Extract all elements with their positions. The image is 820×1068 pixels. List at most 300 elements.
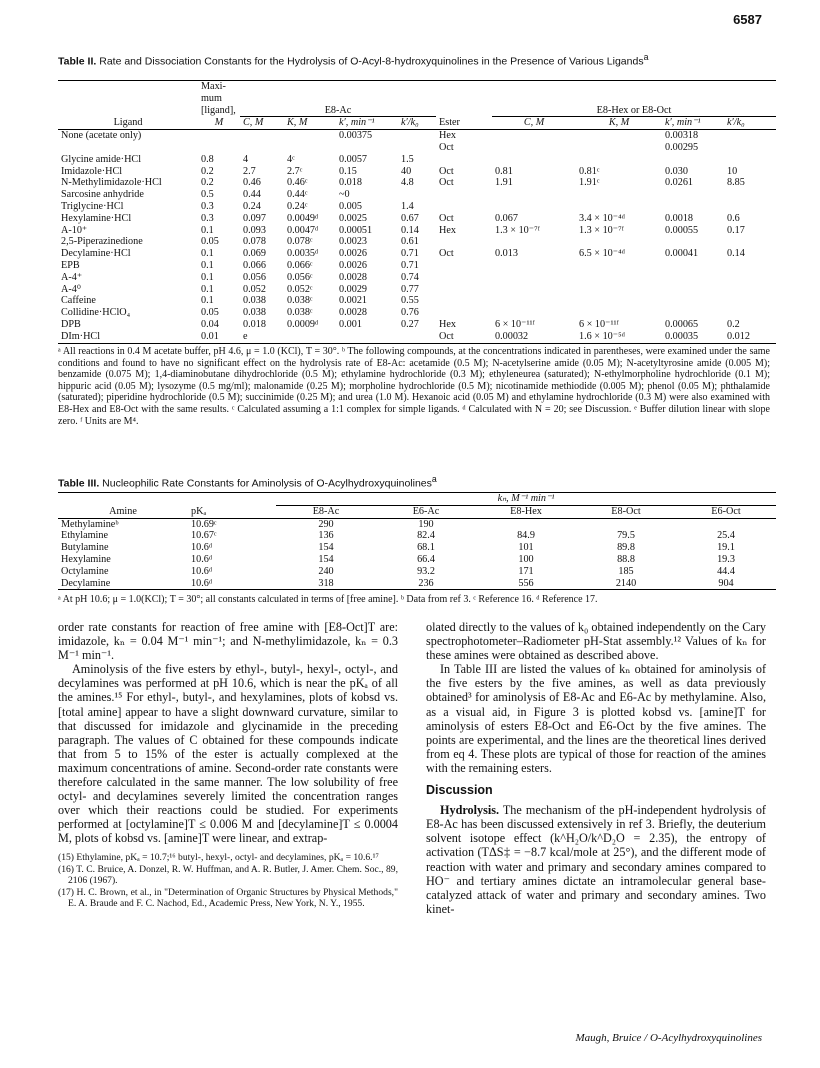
t3-head-col1: E6-Ac xyxy=(412,505,440,517)
table2-cell: 0.15 xyxy=(339,165,357,177)
page-number: 6587 xyxy=(733,12,762,27)
references xyxy=(58,852,398,909)
table2-cell xyxy=(662,236,724,248)
table2-cell: 0.00051 xyxy=(339,224,373,236)
table2-cell: 6.5 × 10⁻⁴ᵈ xyxy=(579,248,625,260)
table2-cell: 0.00065 xyxy=(665,318,699,330)
table2-cell: Oct xyxy=(439,177,454,189)
table2-cell: 0.00035 xyxy=(665,330,699,342)
table3-cell: 10.6ᵈ xyxy=(191,553,212,565)
table3-cell: 240 xyxy=(318,565,334,577)
table2-cell: 0.55 xyxy=(401,295,419,307)
t3-head-col0: E8-Ac xyxy=(312,505,340,517)
table2-cell xyxy=(436,295,492,307)
table2-cell: 0.038 xyxy=(243,307,266,319)
table3-cell: Decylamine xyxy=(61,577,111,589)
table2-cell: 0.3 xyxy=(201,200,214,212)
table2-cell xyxy=(492,236,576,248)
t3-head-pka: pKₐ xyxy=(191,505,207,517)
table3-cell: 79.5 xyxy=(617,530,635,542)
table2-cell: 0.0029 xyxy=(339,283,368,295)
table2-cell: 4ᶜ xyxy=(287,153,295,165)
t3-head-col3: E8-Oct xyxy=(611,505,641,517)
table2-cell: 2,5-Piperazinedione xyxy=(61,236,143,248)
table2-cell: 0.056 xyxy=(243,271,266,283)
table2-cell: 0.00041 xyxy=(665,248,699,260)
table3-cell: 10.67ᶜ xyxy=(191,530,217,542)
table2-cell: 0.038ᶜ xyxy=(287,295,313,307)
t2-head-k: K, M xyxy=(284,117,336,130)
table2-cell: 0.018 xyxy=(243,318,266,330)
table3-cell: 101 xyxy=(518,542,534,554)
table2 xyxy=(58,80,776,344)
table3-cell: Ethylamine xyxy=(61,530,108,542)
table2-cell xyxy=(576,189,662,201)
table2-row xyxy=(58,177,776,189)
ref-15: (15) Ethylamine, pKₐ = 10.7;¹⁶ butyl-, hexyl-, octyl- and decylamines, pKₐ = 10.6.¹⁷ xyxy=(58,851,379,863)
table2-cell: 0.0009ᵈ xyxy=(287,318,319,330)
table2-cell: None (acetate only) xyxy=(61,130,142,142)
table3-cell: 10.69ᶜ xyxy=(191,518,217,530)
table2-row xyxy=(58,166,776,178)
table3-cell: 904 xyxy=(718,577,734,589)
table3-cell: 10.6ᵈ xyxy=(191,577,212,589)
table2-cell xyxy=(240,130,284,142)
t3-head-col2: E8-Hex xyxy=(510,505,542,517)
table2-cell: 0.066 xyxy=(243,259,266,271)
table2-cell: 0.0018 xyxy=(665,212,694,224)
table2-row xyxy=(58,225,776,237)
table2-cell: Imidazole·HCl xyxy=(61,165,123,177)
table2-row xyxy=(58,331,776,343)
table2-cell xyxy=(576,260,662,272)
table2-row xyxy=(58,260,776,272)
table2-cell xyxy=(398,142,436,154)
table2-cell: 1.5 xyxy=(401,153,414,165)
table3-cell xyxy=(476,518,576,530)
table2-cell: 0.052ᶜ xyxy=(287,283,313,295)
table3-cell: 93.2 xyxy=(417,565,435,577)
table2-cell xyxy=(662,284,724,296)
table2-cell xyxy=(576,130,662,142)
table2-row xyxy=(58,307,776,319)
table2-cell: 0.8 xyxy=(201,153,214,165)
table2-cell: 0.097 xyxy=(243,212,266,224)
table2-cell: Decylamine·HCl xyxy=(61,248,131,260)
table2-cell: 0.74 xyxy=(401,271,419,283)
table3-cell: 25.4 xyxy=(717,530,735,542)
table2-cell xyxy=(240,142,284,154)
table2-row xyxy=(58,213,776,225)
table2-cell xyxy=(284,331,336,343)
table2-footnote: ᵃ All reactions in 0.4 M acetate buffer, pH 4.6, μ = 1.0 (KCl), T = 30°. ᵇ The following compounds, at the concentrations indicated in parentheses, were examined under the same conditions and found to have no significant effect on the hydrolysis rate of E8-Ac: acetamide (0.5 M); N-acetylserine amide (0.05 M); N-acetyltyrosine amide (0.005 M); benzamide (0.075 M); 1,4-diaminobutane dihydrochloride (0.5 M); ethylamine hydrochloride (0.3 M); ethyleneurea (saturated); N-ethylmorpholine hydrochloride (0.1 M); hippuric acid (0.05 M); lysozyme (0.5 mg/ml); malonamide (0.25 M); morpholine hydrochloride (0.5 M); nicotinamide methiodide (0.005 M); phenol (0.05 M); phthalamide (saturated); piperidine hydrochloride (0.5 M); succinimide (0.25 M); and urea (1.0 M). Hexanoic acid (0.05 M) and ethylamine hydrochloride (0.3 M) were also examined with E8-Hex and E8-Oct with the same results. ᶜ Calculated assuming a 1:1 complex for simple ligands. ᵈ Calculated with N = 20; see Discussion. ᵉ Buffer dilution linear with slope zero. ᶠ Units are M⁴. xyxy=(58,346,770,427)
table2-body xyxy=(58,130,776,343)
table2-cell xyxy=(284,142,336,154)
t2-head-kp2: k′, min⁻¹ xyxy=(662,117,724,130)
left-para-2: Aminolysis of the five esters by ethyl-, butyl-, hexyl-, octyl-, and decylamines was performed at pH 10.6, which is near the pKₐ of all the amines.¹⁵ For ethyl-, butyl-, and hexylamines, plots of kobsd vs. [total amine] appear to have a slight downward curvature, similar to that discussed for imidazole and glycinamide in the preceding paragraph. The values of C obtained for these compounds indicate that from 5 to 15% of the ester is actually complexed at the maximum concentrations of amine. Second-order rate constants were therefore calculated in the same manner. The low solubility of free octyl- and decylamines severely limited the concentration ranges over which their reactions could be studied. For experiments performed at [octylamine]T ≤ 0.006 M and [decylamine]T ≤ 0.0004 M, plots of kobsd vs. [amine]T were linear, and extrap- xyxy=(58,662,398,846)
t2-head-max2: mum xyxy=(201,92,222,104)
t2-head-ligand: Ligand xyxy=(58,117,198,130)
table2-cell xyxy=(284,130,336,142)
table2-cell xyxy=(492,142,576,154)
table2-cell: DIm·HCl xyxy=(61,330,101,342)
table2-cell: 0.0028 xyxy=(339,307,368,319)
table2-cell: 8.85 xyxy=(727,177,745,189)
table3-cell: 154 xyxy=(318,553,334,565)
table2-cell: Hex xyxy=(439,130,456,142)
t2-head-kk2: k′/k₀ xyxy=(724,117,776,130)
table2-cell: e xyxy=(243,330,248,342)
table2-cell: 0.005 xyxy=(339,200,362,212)
table2-cell xyxy=(436,272,492,284)
table2-cell: 0.81ᶜ xyxy=(579,165,600,177)
table2-cell: 0.069 xyxy=(243,248,266,260)
table2-cell xyxy=(662,295,724,307)
table2-cell xyxy=(436,284,492,296)
table3-row xyxy=(58,518,776,530)
table2-cell: 0.0049ᵈ xyxy=(287,212,319,224)
table3-cell: 556 xyxy=(518,577,534,589)
table2-cell: 0.2 xyxy=(201,165,214,177)
t2-head-kp: k′, min⁻¹ xyxy=(336,117,398,130)
table2-cell: 0.3 xyxy=(201,212,214,224)
table2-cell: 1.3 × 10⁻⁷ᶠ xyxy=(495,224,540,236)
table2-caption-sup: a xyxy=(643,52,649,62)
table3 xyxy=(58,492,776,590)
table3-cell: 171 xyxy=(518,565,534,577)
right-para-1: olated directly to the values of k₀ obtained independently on the Cary spectrophotometer–Radiometer pH-Stat assembly.¹² Values of kₙ for these amines were obtained as described above. xyxy=(426,620,766,663)
table2-cell xyxy=(724,260,776,272)
table2-cell: 0.04 xyxy=(201,318,219,330)
table2-cell xyxy=(198,142,240,154)
table2-cell: 0.067 xyxy=(495,212,518,224)
table2-cell: 3.4 × 10⁻⁴ᵈ xyxy=(579,212,625,224)
table2-row xyxy=(58,284,776,296)
table2-cell: 0.1 xyxy=(201,271,214,283)
table3-cell: 19.1 xyxy=(717,542,735,554)
table2-cell: 0.2 xyxy=(727,318,740,330)
table2-row xyxy=(58,319,776,331)
table2-cell: N-Methylimidazole·HCl xyxy=(61,177,162,189)
table2-cell: 0.012 xyxy=(727,330,750,342)
table3-cell: 154 xyxy=(318,542,334,554)
table2-cell: 40 xyxy=(401,165,412,177)
table2-cell xyxy=(576,272,662,284)
table2-cell: 0.27 xyxy=(401,318,419,330)
table3-cell: 236 xyxy=(418,577,434,589)
t2-head-k2: K, M xyxy=(576,117,662,130)
table2-label: Table II. xyxy=(58,55,97,68)
table2-cell xyxy=(662,272,724,284)
table2-cell: 0.5 xyxy=(201,189,214,201)
table2-cell: 1.91ᶜ xyxy=(579,177,600,189)
table3-cell xyxy=(676,518,776,530)
table2-caption-text: Rate and Dissociation Constants for the Hydrolysis of O-Acyl-8-hydroxyquinolines in the Presence of Various Ligands xyxy=(99,55,644,68)
hydrolysis-lead: Hydrolysis. xyxy=(440,803,500,818)
table2-cell: 0.1 xyxy=(201,283,214,295)
table2-cell xyxy=(492,260,576,272)
table2-cell xyxy=(662,154,724,166)
table2-cell: 0.24ᶜ xyxy=(287,200,308,212)
table2-cell xyxy=(576,284,662,296)
t2-head-c: C, M xyxy=(240,117,284,130)
table2-cell: A-4⁰ xyxy=(61,283,81,295)
table3-cell: Methylamineᵇ xyxy=(61,518,119,530)
table2-cell xyxy=(492,307,576,319)
table2-cell: 0.14 xyxy=(727,248,745,260)
ref-16: (16) T. C. Bruice, A. Donzel, R. W. Huffman, and A. R. Butler, J. Amer. Chem. Soc., 89, 2106 (1967). xyxy=(58,863,398,886)
right-para-3-text: The mechanism of the pH-independent hydrolysis of E8-Ac has been discussed extensively in ref 3. Briefly, the deuterium solvent isotope effect (k^H₂O/k^D₂O = 2.35), the entropy of activation (TΔS‡ = −8.7 kcal/mole at 25°), and the different mode of reaction with water and primary and secondary amines compared to HO⁻ and tertiary amines dictate an intramolecular general base-catalyzed attack of water and primary and secondary amines. Two kinet- xyxy=(426,803,766,916)
table3-cell: 185 xyxy=(618,565,634,577)
table2-row xyxy=(58,272,776,284)
t2-group-e8hex: E8-Hex or E8-Oct xyxy=(492,105,776,117)
t2-head-kk: k′/k₀ xyxy=(398,117,436,130)
right-column xyxy=(426,620,766,916)
table2-cell: 0.018 xyxy=(339,177,362,189)
table2-cell: 0.00032 xyxy=(495,330,529,342)
table2-row xyxy=(58,142,776,154)
table2-cell xyxy=(436,201,492,213)
table3-cell: Hexylamine xyxy=(61,553,111,565)
t2-head-max3: [ligand], xyxy=(201,105,236,117)
t2-head-ester: Ester xyxy=(436,117,492,130)
table2-cell: 0.00318 xyxy=(665,130,699,142)
table2-cell: 0.1 xyxy=(201,295,214,307)
table2-cell: 1.3 × 10⁻⁷ᶠ xyxy=(579,224,624,236)
table2-cell xyxy=(724,142,776,154)
table2-cell xyxy=(724,284,776,296)
table2-cell: Hex xyxy=(439,224,456,236)
table2-cell: 0.44 xyxy=(243,189,261,201)
table2-cell: Glycine amide·HCl xyxy=(61,153,142,165)
table3-cell: 100 xyxy=(518,553,534,565)
table2-cell: Oct xyxy=(439,212,454,224)
table3-row xyxy=(58,542,776,554)
table2-cell: 0.6 xyxy=(727,212,740,224)
table2-cell: 0.0261 xyxy=(665,177,694,189)
table2-cell xyxy=(492,201,576,213)
table2-cell: Oct xyxy=(439,141,454,153)
table3-cell: 290 xyxy=(318,518,334,530)
table2-cell xyxy=(436,307,492,319)
table2-cell xyxy=(724,130,776,142)
table3-row xyxy=(58,554,776,566)
table2-cell: ~0 xyxy=(339,189,350,201)
table2-cell: EPB xyxy=(61,259,80,271)
table3-cell: Octylamine xyxy=(61,565,109,577)
table3-cell: 66.4 xyxy=(417,553,435,565)
table2-cell: 0.00375 xyxy=(339,130,373,142)
table2-cell xyxy=(398,331,436,343)
table2-cell: 0.0025 xyxy=(339,212,368,224)
t2-head-max1: Maxi- xyxy=(201,81,226,92)
table3-cell: 318 xyxy=(318,577,334,589)
table2-cell xyxy=(436,260,492,272)
table2-cell xyxy=(662,201,724,213)
table2-cell: 0.76 xyxy=(401,307,419,319)
table2-cell: 0.05 xyxy=(201,307,219,319)
ref-17: (17) H. C. Brown, et al., in "Determination of Organic Structures by Physical Methods," E. A. Braude and F. C. Nachod, Ed., Academic Press, New York, N. Y., 1955. xyxy=(58,886,398,909)
table2-cell xyxy=(492,272,576,284)
table2-cell: 2.7 xyxy=(243,165,256,177)
table2-cell: 0.0026 xyxy=(339,248,368,260)
table3-row xyxy=(58,578,776,590)
table2-cell: 6 × 10⁻¹¹ᶠ xyxy=(579,318,619,330)
table3-cell: 82.4 xyxy=(417,530,435,542)
running-footer: Maugh, Bruice / O-Acylhydroxyquinolines xyxy=(575,1032,762,1044)
table2-cell: 0.24 xyxy=(243,200,261,212)
table2-row xyxy=(58,130,776,142)
table2-cell xyxy=(576,236,662,248)
table2-cell xyxy=(436,189,492,201)
table3-cell: 68.1 xyxy=(417,542,435,554)
table2-cell: 0.066ᶜ xyxy=(287,259,313,271)
table2-cell: 0.0047ᵈ xyxy=(287,224,319,236)
table2-row xyxy=(58,236,776,248)
table2-cell xyxy=(662,189,724,201)
right-para-3 xyxy=(426,803,766,916)
right-para-2: In Table III are listed the values of kₙ obtained for aminolysis of the five esters by the five amines, as well as data previously obtained³ for aminolysis of E8-Ac and E6-Ac by methylamine. Also, as a visual aid, in Figure 3 is plotted kobsd vs. [amine]T for aminolysis of esters E8-Oct and E6-Oct by the five amines. The points are experimental, and the lines are the theoretical lines derived from eq 4. These plots are typical of those for reaction of the amines with the remaining esters. xyxy=(426,662,766,775)
table2-cell xyxy=(336,142,398,154)
table3-cell: 136 xyxy=(318,530,334,542)
table2-cell xyxy=(492,295,576,307)
table2-cell: 0.0021 xyxy=(339,295,368,307)
table2-cell: 0.2 xyxy=(201,177,214,189)
table2-cell: 0.093 xyxy=(243,224,266,236)
table2-cell: Caffeine xyxy=(61,295,96,307)
table2-cell: Triglycine·HCl xyxy=(61,200,124,212)
table2-cell: 0.013 xyxy=(495,248,518,260)
table2-row xyxy=(58,248,776,260)
table2-cell: 0.01 xyxy=(201,330,219,342)
table3-cell: 88.8 xyxy=(617,553,635,565)
table2-cell: 0.77 xyxy=(401,283,419,295)
table2-cell: 0.038 xyxy=(243,295,266,307)
table2-row xyxy=(58,189,776,201)
table3-body xyxy=(58,518,776,590)
table2-cell xyxy=(398,130,436,142)
table2-cell: 0.0023 xyxy=(339,236,368,248)
left-column xyxy=(58,620,398,910)
table2-cell: 0.038ᶜ xyxy=(287,307,313,319)
table2-cell: 4 xyxy=(243,153,249,165)
table2-cell xyxy=(336,331,398,343)
table2-cell xyxy=(58,142,198,154)
table3-cell: 19.3 xyxy=(717,553,735,565)
table2-cell: 10 xyxy=(727,165,738,177)
table2-cell xyxy=(492,284,576,296)
table2-cell: 0.81 xyxy=(495,165,513,177)
table2-cell: 0.00055 xyxy=(665,224,699,236)
table2-cell: 0.46ᶜ xyxy=(287,177,308,189)
table2-cell xyxy=(576,142,662,154)
table2-cell: 0.44ᶜ xyxy=(287,189,308,201)
table2-cell: 4.8 xyxy=(401,177,414,189)
table2-cell xyxy=(492,189,576,201)
table3-cell: Butylamine xyxy=(61,542,109,554)
table2-cell xyxy=(724,307,776,319)
table2-cell xyxy=(724,272,776,284)
table2-cell: Collidine·HClO₄ xyxy=(61,307,131,319)
table2-cell: 0.05 xyxy=(201,236,219,248)
table2-cell: A-10⁺ xyxy=(61,224,88,236)
table2-cell: 0.46 xyxy=(243,177,261,189)
table2-cell: 0.078ᶜ xyxy=(287,236,313,248)
table3-caption-sup: a xyxy=(431,474,437,484)
table2-cell xyxy=(662,307,724,319)
table3-label: Table III. xyxy=(58,477,100,490)
table2-cell xyxy=(576,307,662,319)
table2-cell xyxy=(198,130,240,142)
table2-cell: Sarcosine anhydride xyxy=(61,189,144,201)
table2-cell xyxy=(576,154,662,166)
table2-cell xyxy=(662,260,724,272)
t3-head-amine: Amine xyxy=(109,505,137,517)
table2-cell xyxy=(576,201,662,213)
table2-cell xyxy=(724,189,776,201)
table2-cell: 0.00295 xyxy=(665,141,699,153)
table3-cell: 44.4 xyxy=(717,565,735,577)
table3-cell: 10.6ᵈ xyxy=(191,565,212,577)
table2-cell: 0.0028 xyxy=(339,271,368,283)
table2-cell: 0.0026 xyxy=(339,259,368,271)
t2-head-c2: C, M xyxy=(492,117,576,130)
table3-cell: 2140 xyxy=(615,577,637,589)
table2-row xyxy=(58,201,776,213)
table2-cell xyxy=(492,130,576,142)
table2-cell: 0.61 xyxy=(401,236,419,248)
table2-caption xyxy=(58,52,648,68)
table2-cell: A-4⁺ xyxy=(61,271,83,283)
table2-cell: 6 × 10⁻¹¹ᶠ xyxy=(495,318,535,330)
table2-cell xyxy=(724,236,776,248)
table2-cell xyxy=(724,295,776,307)
table2-cell: 1.6 × 10⁻⁵ᵈ xyxy=(579,330,625,342)
table2-cell xyxy=(724,154,776,166)
t3-head-col4: E6-Oct xyxy=(711,505,741,517)
table3-caption xyxy=(58,474,437,490)
table2-cell: Oct xyxy=(439,248,454,260)
table2-row xyxy=(58,295,776,307)
table2-cell: Oct xyxy=(439,165,454,177)
table2-cell: DPB xyxy=(61,318,81,330)
t2-group-e8ac: E8-Ac xyxy=(240,105,436,117)
table3-cell: 10.6ᵈ xyxy=(191,542,212,554)
discussion-heading: Discussion xyxy=(426,783,493,798)
table2-cell: 1.91 xyxy=(495,177,513,189)
table2-row xyxy=(58,154,776,166)
table2-cell: 0.1 xyxy=(201,248,214,260)
table2-cell xyxy=(436,154,492,166)
table3-cell: 89.8 xyxy=(617,542,635,554)
left-para-1: order rate constants for reaction of free amine with [E8-Oct]T are: imidazole, kₙ = 0.04 M⁻¹ min⁻¹; and N-methylimidazole, kₙ = 0.3 M⁻¹ min⁻¹. xyxy=(58,620,398,663)
table2-cell xyxy=(436,236,492,248)
table2-cell xyxy=(398,189,436,201)
table2-cell xyxy=(492,154,576,166)
table2-cell: 0.17 xyxy=(727,224,745,236)
table2-cell: 0.67 xyxy=(401,212,419,224)
table2-cell xyxy=(724,201,776,213)
table2-cell: Hex xyxy=(439,318,456,330)
table2-cell: 0.1 xyxy=(201,259,214,271)
table2-cell: 0.001 xyxy=(339,318,362,330)
table2-cell: 0.71 xyxy=(401,259,419,271)
table3-cell: 190 xyxy=(418,518,434,530)
table2-cell: 0.030 xyxy=(665,165,688,177)
table3-cell: 84.9 xyxy=(517,530,535,542)
table2-cell: 0.078 xyxy=(243,236,266,248)
table3-caption-text: Nucleophilic Rate Constants for Aminolysis of O-Acylhydroxyquinolines xyxy=(102,477,432,490)
